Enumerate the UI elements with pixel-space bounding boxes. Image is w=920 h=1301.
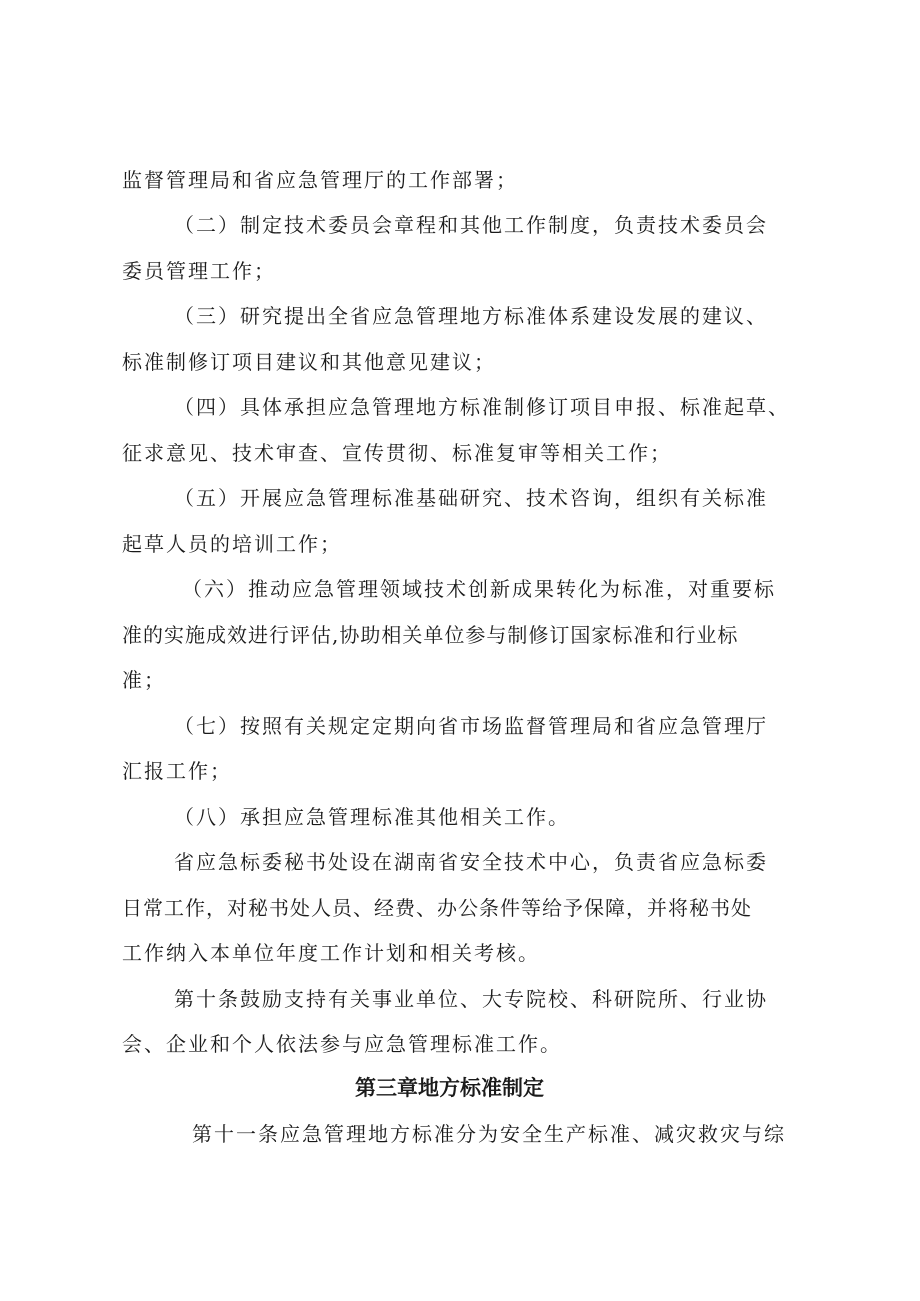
text-line: （八）承担应急管理标准其他相关工作。 — [174, 805, 570, 829]
chapter-heading: 第三章地方标准制定 — [355, 1076, 544, 1100]
text-line: （六）推动应急管理领域技术创新成果转化为标准，对重要标 — [182, 577, 776, 601]
text-line: 第十一条应急管理地方标准分为安全生产标准、减灾救灾与综 — [192, 1122, 786, 1146]
text-line: 准的实施成效进行评估,协助相关单位参与制修订国家标准和行业标 — [122, 623, 739, 647]
text-line: 汇报工作； — [122, 759, 232, 783]
text-line: （三）研究提出全省应急管理地方标准体系建设发展的建议、 — [174, 304, 768, 328]
text-line: （四）具体承担应急管理地方标准制修订项目申报、标准起草、 — [174, 395, 790, 419]
text-line: 征求意见、技术审查、宣传贯彻、标准复审等相关工作； — [122, 441, 672, 465]
text-line: （二）制定技术委员会章程和其他工作制度，负责技术委员会 — [174, 213, 768, 237]
text-line: 标准制修订项目建议和其他意见建议； — [122, 350, 496, 374]
text-line: 第十条鼓励支持有关事业单位、大专院校、科研院所、行业协 — [174, 987, 768, 1011]
text-line: （五）开展应急管理标准基础研究、技术咨询，组织有关标准 — [174, 486, 768, 510]
text-line: 省应急标委秘书处设在湖南省安全技术中心，负责省应急标委 — [174, 850, 768, 874]
text-line: 会、企业和个人依法参与应急管理标准工作。 — [122, 1032, 562, 1056]
text-line: 日常工作，对秘书处人员、经费、办公条件等给予保障，并将秘书处 — [122, 896, 752, 920]
text-line: 准； — [122, 668, 166, 692]
text-line: （七）按照有关规定定期向省市场监督管理局和省应急管理厅 — [174, 714, 768, 738]
text-line: 工作纳入本单位年度工作计划和相关考核。 — [122, 941, 540, 965]
text-line: 监督管理局和省应急管理厅的工作部署； — [122, 168, 518, 192]
text-line: 委员管理工作； — [122, 259, 276, 283]
text-line: 起草人员的培训工作； — [122, 532, 342, 556]
